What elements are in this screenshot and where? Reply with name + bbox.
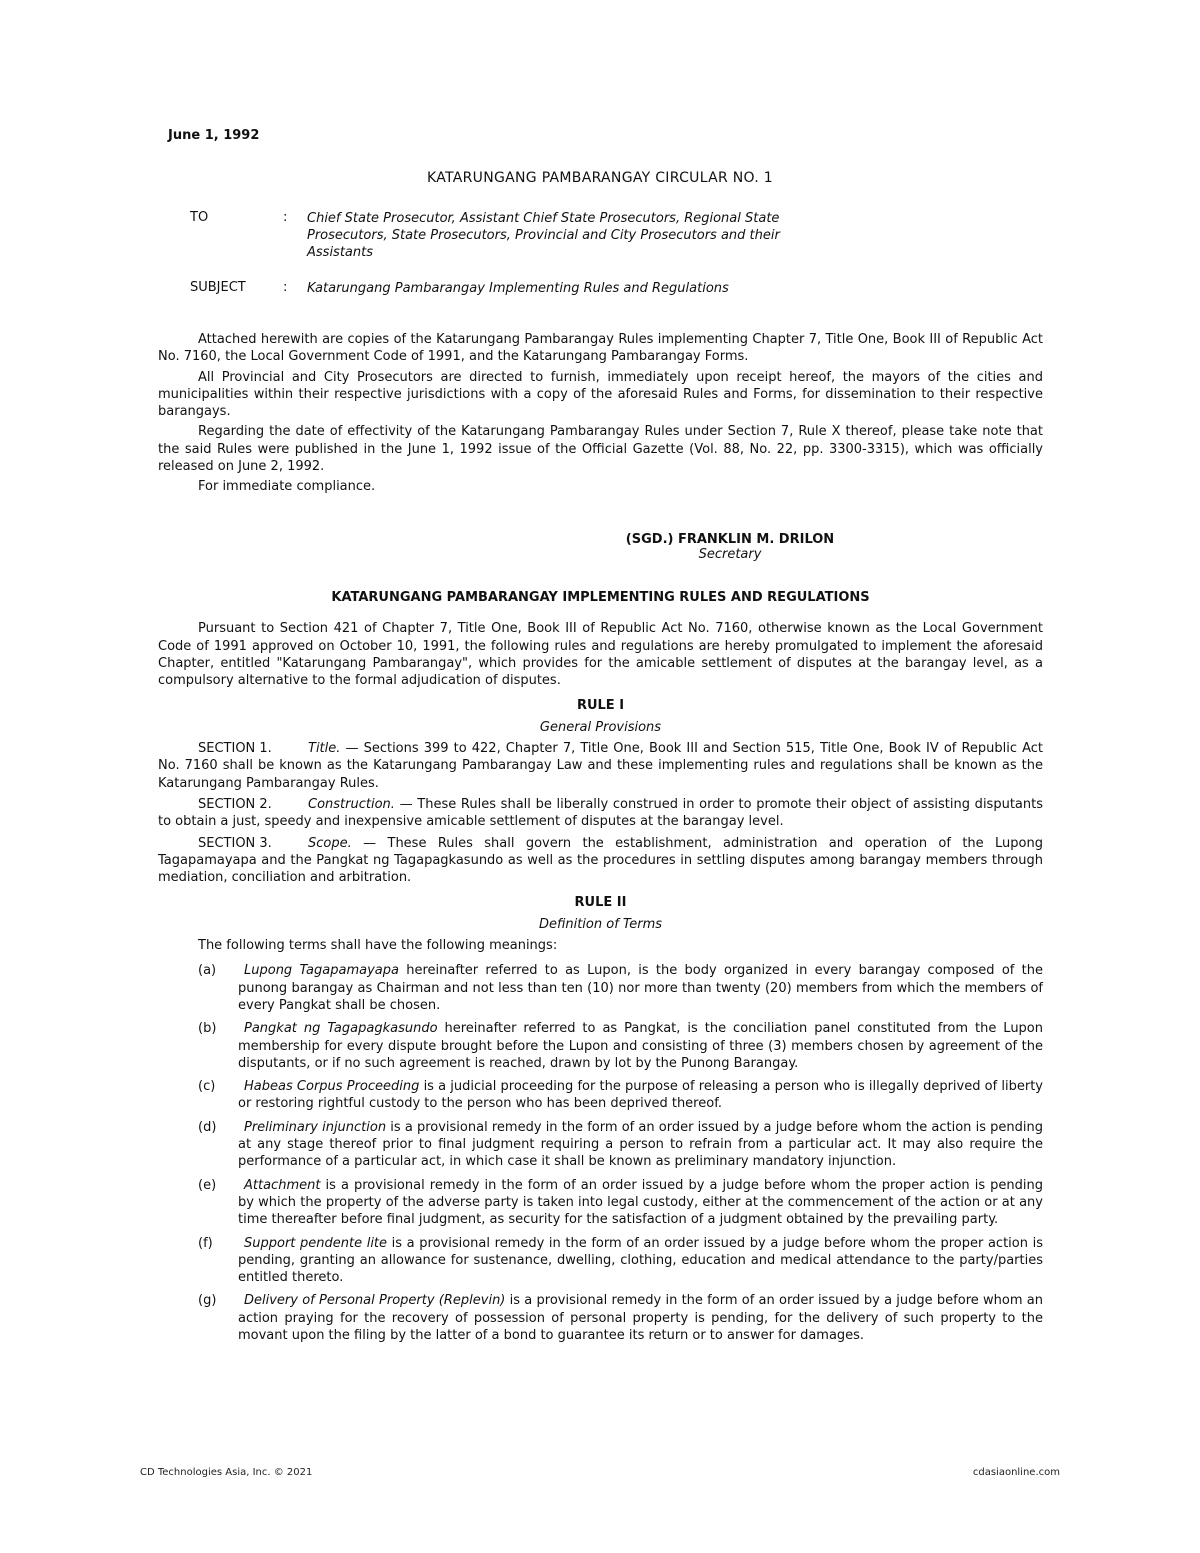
definition-text: is a judicial proceeding for the purpose of releasing a person who is illegally deprived of liberty or restoring rightful custody to the person who has been deprived thereof. [238,1079,1043,1112]
signatory-role: Secretary [698,547,762,562]
rules-title: KATARUNGANG PAMBARANGAY IMPLEMENTING RULES AND REGULATIONS [331,590,870,605]
rule-2-heading: RULE II [574,895,627,911]
intro-body [158,331,1043,499]
circular-title: KATARUNGANG PAMBARANGAY CIRCULAR NO. 1 [426,170,773,186]
section-title: Construction. [308,796,395,812]
definition-term: Support pendente lite [244,1235,388,1251]
rule-1-subheading: General Provisions [539,719,662,735]
definition-d [158,1119,1043,1171]
section-text: — Sections 399 to 422, Chapter 7, Title One, Book III and Section 515, Title One, Book IV of Republic Act No. 7160 shall be known as the Katarungang Pambarangay Law and these implementing rules and regulations shall be known as the Katarungang Pambarangay Rules. [158,741,1043,791]
intro-paragraph: For immediate compliance. [198,479,376,495]
definition-letter: (b) [198,1021,217,1037]
definition-term: Delivery of Personal Property (Replevin) [244,1293,506,1309]
section-number: SECTION 2. [198,796,272,812]
footer-website-link[interactable]: cdasiaonline.com [972,1467,1060,1478]
subject-label: SUBJECT [190,280,246,295]
definition-text: is a provisional remedy in the form of an order issued by a judge before whom the proper action is pending, granting an allowance for sustenance, dwelling, clothing, education and medical attendance to the party/parties entitled thereto. [238,1235,1043,1286]
definition-text: is a provisional remedy in the form of an order issued by a judge before whom the action is pending at any stage thereof prior to final judgment requiring a person to refrain from a particular act. It may also require the performance of a particular act, in which case it shall be known as preliminary mandatory injunction. [238,1119,1043,1170]
definition-text: is a provisional remedy in the form of an order issued by a judge before whom the proper action is pending by which the property of the adverse party is taken into legal custody, either at the commencement of the action or at any time thereafter before final judgment, as security for the satisfaction of a judgment obtained by the prevailing party. [238,1177,1043,1228]
definition-letter: (g) [198,1293,217,1309]
definition-text: is a provisional remedy in the form of an order issued by a judge before whom an action praying for the recovery of possession of personal property is pending, for the delivery of such property to the movant upon the filing by the latter of a bond to guarantee its return or to answer for damages. [238,1293,1043,1343]
preamble: Pursuant to Section 421 of Chapter 7, Title One, Book III of Republic Act No. 7160, otherwise known as the Local Government Code of 1991 approved on October 10, 1991, the following rules and regulations are hereby promulgated to implement the aforesaid Chapter, entitled "Katarungang Pambarangay", which provides for the amicable settlement of disputes at the barangay level, as a compulsory alternative to the formal adjudication of disputes. [158,621,1043,689]
definition-term: Pangkat ng Tagapagkasundo [244,1021,438,1037]
section-title: Scope. [308,835,352,851]
section-text: — These Rules shall govern the establishment, administration and operation of the Lupong Tagapamayapa and the Pangkat ng Tagapagkasundo as well as the procedures in settling disputes among barangay members through mediation, conciliation and arbitration. [158,835,1043,886]
signature-block [560,532,900,562]
rule-1-section-3 [158,835,1043,887]
definition-term: Preliminary injunction [244,1119,387,1135]
subject-value: Katarungang Pambarangay Implementing Rules and Regulations [307,281,729,296]
rule-2-lead: The following terms shall have the following meanings: [198,938,558,954]
rule-1-section-1 [158,740,1043,792]
subject-colon: : [283,280,288,295]
signatory-name: (SGD.) FRANKLIN M. DRILON [625,532,835,547]
intro-paragraph: Attached herewith are copies of the Katarungang Pambarangay Rules implementing Chapter 7, Title One, Book III of Republic Act No. 7160, the Local Government Code of 1991, and the Katarungang Pambarangay Forms. [158,332,1043,365]
definition-letter: (c) [198,1079,216,1095]
definition-term: Attachment [244,1177,321,1193]
definition-letter: (d) [198,1119,217,1135]
definition-letter: (e) [198,1177,217,1193]
section-title: Title. [308,741,341,757]
circular-date: June 1, 1992 [168,128,260,143]
to-colon: : [283,210,288,225]
definition-term: Lupong Tagapamayapa [244,963,399,979]
rule-1-section-2 [158,796,1043,831]
rule-2-subheading: Definition of Terms [538,916,663,932]
definition-letter: (f) [198,1235,213,1251]
definition-a [158,962,1043,1014]
section-number: SECTION 1. [198,741,272,757]
definition-letter: (a) [198,963,217,979]
intro-paragraph: All Provincial and City Prosecutors are directed to furnish, immediately upon receipt hereof, the mayors of the cities and municipalities within their respective jurisdictions with a copy of the aforesaid Rules and Forms, for dissemination to their respective barangays. [158,369,1043,420]
rule-1-heading: RULE I [576,698,625,714]
definition-term: Habeas Corpus Proceeding [244,1079,420,1095]
to-value: Chief State Prosecutor, Assistant Chief State Prosecutors, Regional State Prosecutors, State Prosecutors, Provincial and City Prosecutors and their Assistants [307,211,780,260]
definition-text: hereinafter referred to as Pangkat, is the conciliation panel constituted from the Lupon membership for every dispute brought before the Lupon and consisting of three (3) members chosen by agreement of the disputants, or if no such agreement is reached, drawn by lot by the Punong Barangay. [238,1021,1043,1071]
section-text: — These Rules shall be liberally construed in order to promote their object of assisting disputants to obtain a just, speedy and inexpensive amicable settlement of disputes at the barangay level. [158,796,1043,830]
definition-f [158,1235,1043,1287]
intro-paragraph: Regarding the date of effectivity of the Katarungang Pambarangay Rules under Section 7, Rule X thereof, please take note that the said Rules were published in the June 1, 1992 issue of the Official Gazette (Vol. 88, No. 22, pp. 3300-3315), which was officially released on June 2, 1992. [158,424,1043,475]
rules-body [158,589,1043,1350]
section-number: SECTION 3. [198,835,272,851]
definition-c [158,1078,1043,1113]
to-label: TO [190,210,209,225]
definition-b [158,1020,1043,1072]
definition-e [158,1177,1043,1229]
footer-copyright: CD Technologies Asia, Inc. © 2021 [140,1467,313,1478]
definition-text: hereinafter referred to as Lupon, is the body organized in every barangay composed of the punong barangay as Chairman and not less than ten (10) nor more than twenty (20) members from which the members of every Pangkat shall be chosen. [238,963,1043,1013]
definition-g [158,1292,1043,1344]
